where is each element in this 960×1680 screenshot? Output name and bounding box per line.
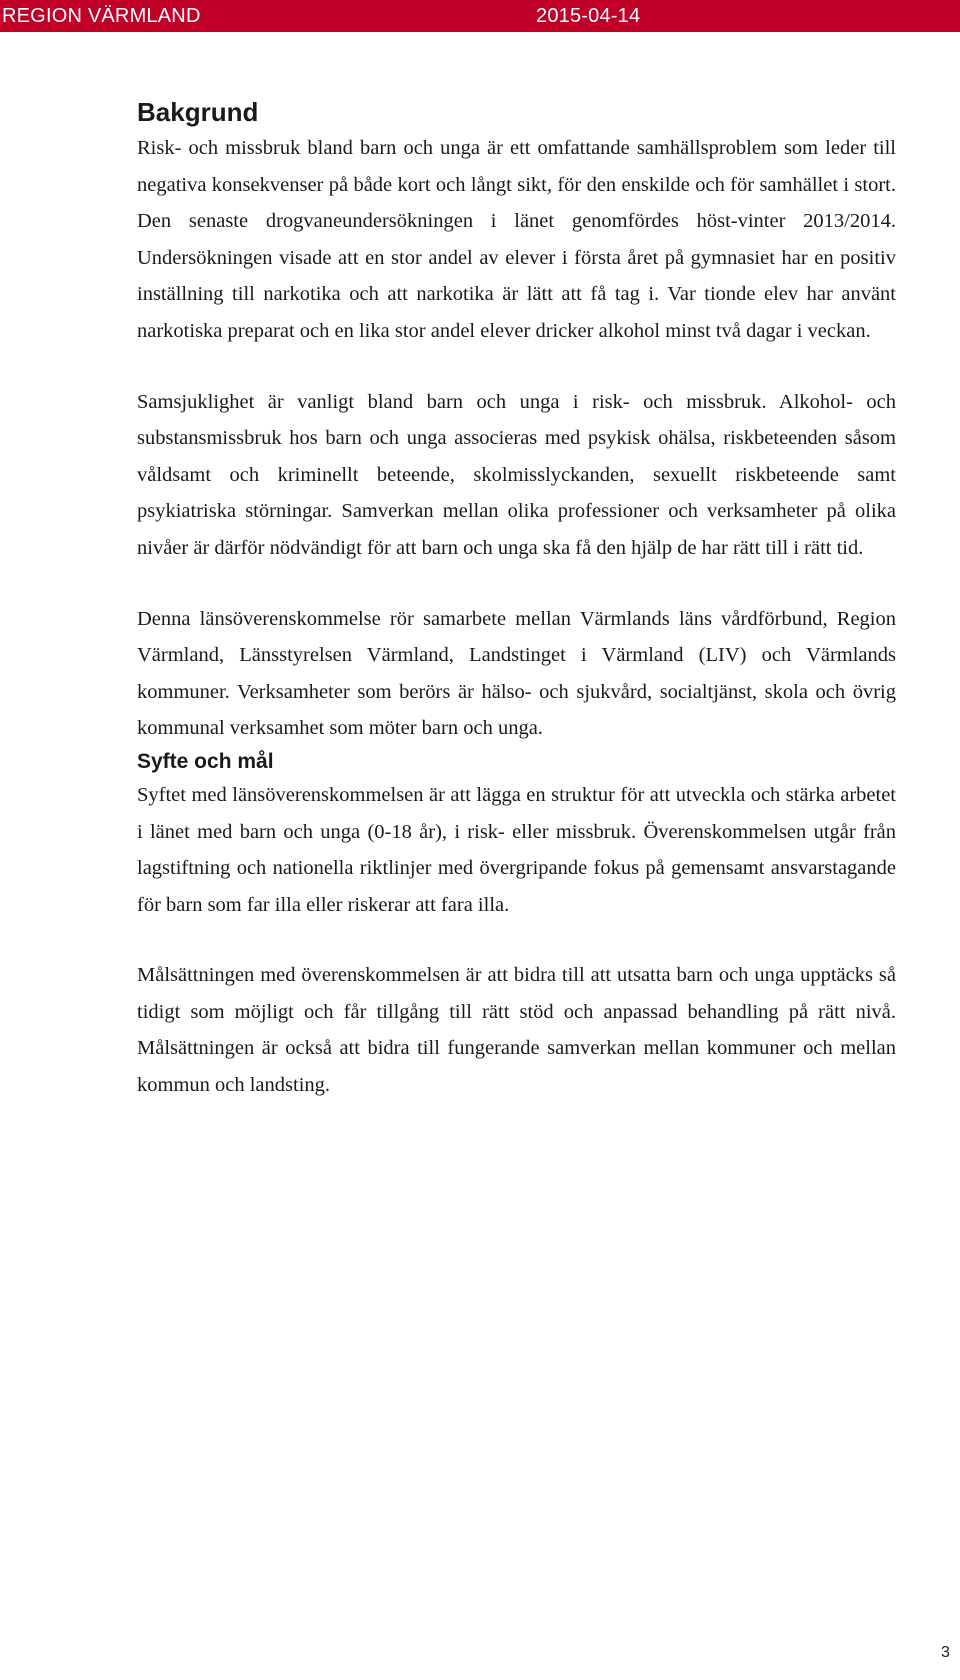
organization-name: REGION VÄRMLAND <box>2 5 201 27</box>
section-heading-bakgrund: Bakgrund <box>137 97 259 127</box>
header-bar <box>0 0 960 32</box>
paragraph-bakgrund-2: Samsjuklighet är vanligt bland barn och unga i risk- och missbruk. Alkohol- och substansmissbruk hos barn och unga associeras med psykisk ohälsa, riskbeteenden såsom våldsamt och kriminellt beteende, skolmisslyckanden, sexuellt riskbeteende samt psykiatriska störningar. Samverkan mellan olika professioner och verksamheter på olika nivåer är därför nödvändigt för att barn och unga ska få den hjälp de har rätt till i rätt tid. <box>137 390 896 559</box>
page-number: 3 <box>941 1644 950 1661</box>
document-date: 2015-04-14 <box>536 5 641 27</box>
paragraph-syfte-1: Syftet med länsöverenskommelsen är att lägga en struktur för att utveckla och stärka arbetet i länet med barn och unga (0-18 år), i risk- eller missbruk. Överenskommelsen utgår från lagstiftning och nationella riktlinjer med övergripande fokus på gemensamt ansvarstagande för barn som far illa eller riskerar att fara illa. <box>137 783 896 916</box>
paragraph-bakgrund-3: Denna länsöverenskommelse rör samarbete mellan Värmlands läns vårdförbund, Region Värmland, Länsstyrelsen Värmland, Landstinget i Värmland (LIV) och Värmlands kommuner. Verksamheter som berörs är hälso- och sjukvård, socialtjänst, skola och övrig kommunal verksamhet som möter barn och unga. <box>137 607 896 740</box>
paragraph-syfte-2: Målsättningen med överenskommelsen är att bidra till att utsatta barn och unga upptäcks så tidigt som möjligt och får tillgång till rätt stöd och anpassad behandling på rätt nivå. Målsättningen är också att bidra till fungerande samverkan mellan kommuner och mellan kommun och landsting. <box>137 964 896 1097</box>
paragraph-bakgrund-1: Risk- och missbruk bland barn och unga är ett omfattande samhällsproblem som leder till negativa konsekvenser på både kort och långt sikt, för den enskilde och för samhället i stort. Den senaste drogvaneundersökningen i länet genomfördes höst-vinter 2013/2014. Undersökningen visade att en stor andel av elever i första året på gymnasiet har en positiv inställning till narkotika och att narkotika är lätt att få tag i. Var tionde elev har använt narkotiska preparat och en lika stor andel elever dricker alkohol minst två dagar i veckan. <box>137 137 896 342</box>
section-heading-syfte-och-mal: Syfte och mål <box>137 749 274 773</box>
document-body <box>137 94 896 1104</box>
